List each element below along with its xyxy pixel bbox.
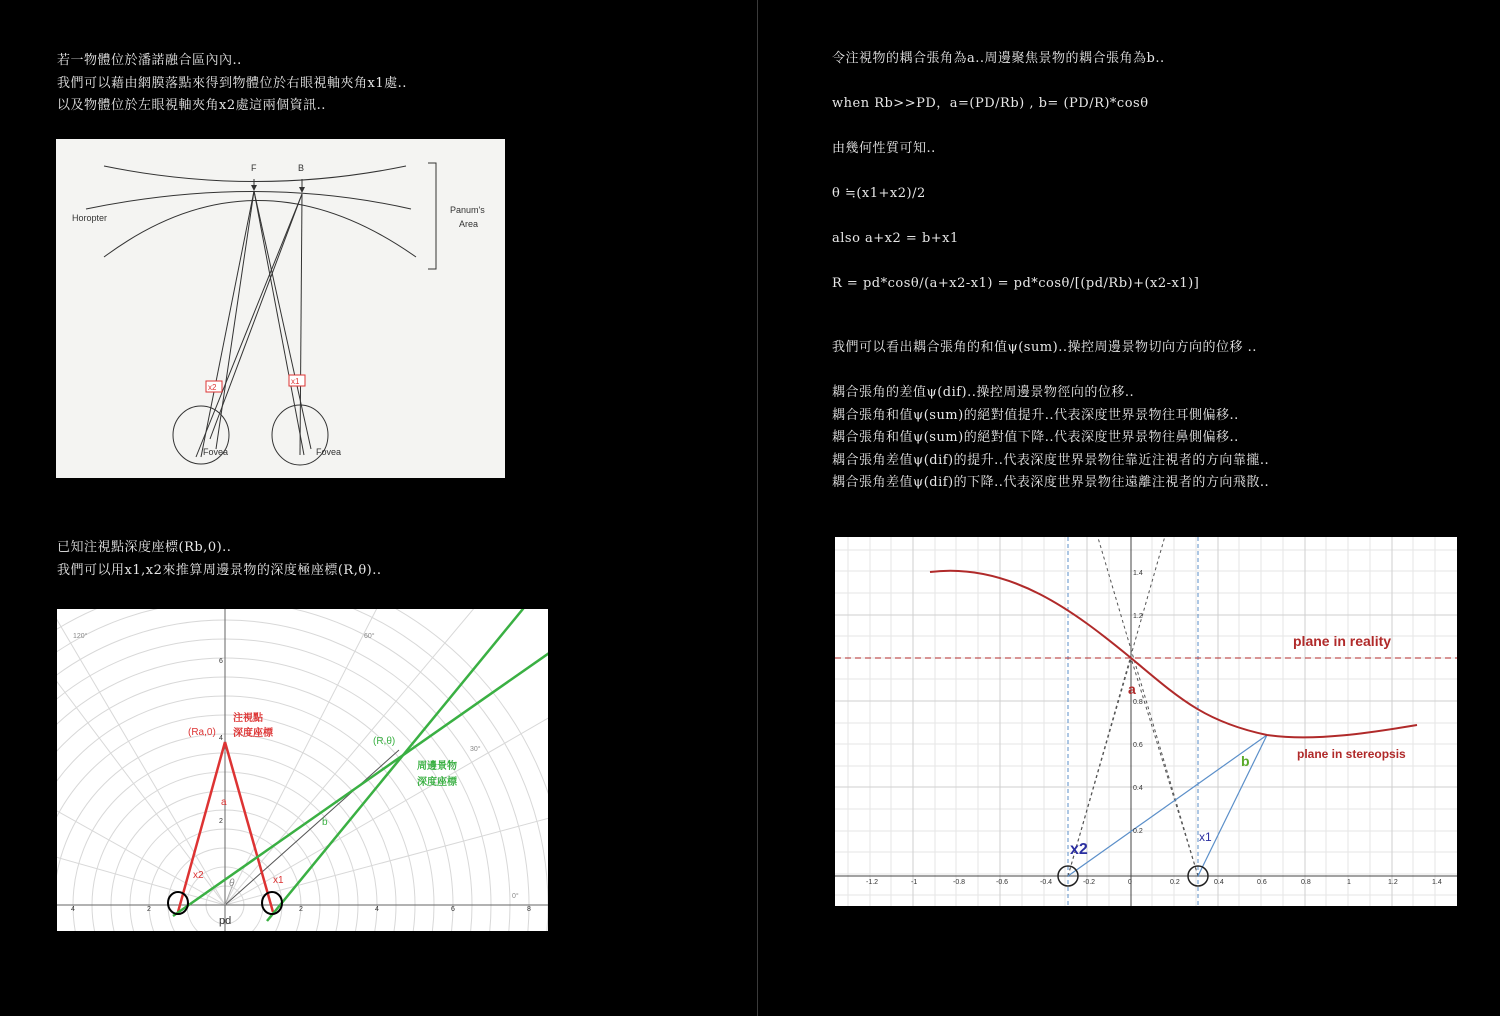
label-theta: θ — [229, 878, 235, 889]
label-panum: Panum's — [450, 205, 485, 215]
angle-60: 60° — [364, 633, 375, 640]
label-x1: x1 — [1199, 830, 1212, 844]
x-tick: 2 — [147, 906, 151, 913]
angle-0: 0° — [512, 893, 519, 900]
label-x1: x1 — [291, 377, 300, 386]
right-bottom-text — [832, 382, 1269, 495]
text-line: 令注視物的耦合張角為a..周邊聚焦景物的耦合張角為b.. — [832, 51, 1165, 66]
x-tick: 8 — [527, 906, 531, 913]
label-horopter: Horopter — [72, 213, 108, 223]
panum-area-figure — [56, 139, 505, 478]
page-divider — [757, 0, 758, 1016]
label-plane-stereopsis: plane in stereopsis — [1297, 747, 1406, 761]
x-tick: -1.2 — [866, 879, 879, 886]
left-middle-text — [57, 537, 382, 582]
x-tick: -1 — [911, 879, 918, 886]
text-line: when Rb>>PD，a=(PD/Rb) , b= (PD/R)*cosθ — [832, 96, 1149, 111]
right-sum-text — [832, 337, 1257, 360]
text-line: 已知注視點深度座標(Rb,0).. — [57, 540, 232, 555]
y-tick-4: 4 — [219, 735, 223, 742]
x-tick: 0 — [1128, 879, 1132, 886]
x-tick: 1.2 — [1388, 879, 1398, 886]
text-line: 我們可以用x1,x2來推算周邊景物的深度極座標(R,θ).. — [57, 562, 382, 578]
label-pd: pd — [219, 915, 232, 927]
y-tick: 0.6 — [1133, 742, 1143, 749]
x-tick: 1.4 — [1432, 879, 1442, 886]
stereopsis-plane-figure — [835, 537, 1457, 906]
label-panum-area: Area — [459, 219, 479, 229]
angle-30: 30° — [470, 746, 481, 753]
x-tick: 0.4 — [1214, 879, 1224, 886]
label-f: F — [251, 163, 257, 173]
y-tick: 1.2 — [1133, 613, 1143, 620]
label-a: a — [221, 797, 227, 808]
x-tick: -0.2 — [1083, 879, 1096, 886]
left-intro-text — [57, 50, 407, 118]
label-x2: x2 — [193, 870, 204, 881]
label-b: b — [322, 817, 328, 828]
label-r-theta: (R,θ) — [373, 736, 396, 747]
label-fovea-left: Fovea — [203, 447, 229, 457]
text-line: θ ≒(x1+x2)/2 — [832, 186, 926, 201]
label-fixation-2: 深度座標 — [233, 728, 273, 739]
y-tick: 1.4 — [1133, 570, 1143, 577]
x-tick: -0.6 — [996, 879, 1009, 886]
text-line: 我們可以看出耦合張角的和值ψ(sum)..操控周邊景物切向方向的位移 .. — [832, 340, 1257, 355]
label-peripheral-2: 深度座標 — [417, 777, 457, 788]
text-line: 以及物體位於左眼視軸夾角x2處這兩個資訊.. — [57, 98, 326, 113]
label-ra0: (Ra,0) — [188, 727, 216, 738]
polar-coordinate-figure — [57, 609, 548, 931]
x-tick: 6 — [451, 906, 455, 913]
label-x1: x1 — [273, 875, 284, 886]
x-tick: 4 — [71, 906, 75, 913]
label-b: B — [298, 163, 305, 173]
text-line: also a+x2 = b+x1 — [832, 231, 959, 246]
x-tick: -0.4 — [1040, 879, 1053, 886]
y-tick: 0.2 — [1133, 828, 1143, 835]
x-tick: 4 — [375, 906, 379, 913]
x-tick: 0.8 — [1301, 879, 1311, 886]
text-line: 若一物體位於潘諾融合區內內.. — [57, 53, 242, 68]
x-tick: 2 — [299, 906, 303, 913]
right-text — [832, 48, 1199, 296]
text-line: 耦合張角差值ψ(dif)的下降..代表深度世界景物往遠離注視者的方向飛散.. — [832, 475, 1270, 490]
x-tick: 0.6 — [1257, 879, 1267, 886]
x-tick: -0.8 — [953, 879, 966, 886]
text-line: 耦合張角差值ψ(dif)的提升..代表深度世界景物往靠近注視者的方向靠攏.. — [832, 452, 1270, 468]
label-fixation-1: 注視點 — [233, 713, 263, 724]
label-peripheral-1: 周邊景物 — [417, 761, 457, 772]
y-tick: 0.8 — [1133, 699, 1143, 706]
text-line: R = pd*cosθ/(a+x2-x1) = pd*cosθ/[(pd/Rb)+(x2-x1)] — [832, 276, 1200, 291]
text-line: 由幾何性質可知.. — [832, 141, 936, 156]
label-a: a — [1128, 681, 1136, 697]
x-tick: 0.2 — [1170, 879, 1180, 886]
x-tick: 1 — [1347, 879, 1351, 886]
text-line: 耦合張角和值ψ(sum)的絕對值下降..代表深度世界景物往鼻側偏移.. — [832, 430, 1239, 445]
y-tick-6: 6 — [219, 658, 223, 665]
y-tick: 0.4 — [1133, 785, 1143, 792]
text-line: 耦合張角的差值ψ(dif)..操控周邊景物徑向的位移.. — [832, 385, 1135, 400]
label-x2: x2 — [1070, 841, 1088, 858]
angle-120: 120° — [73, 633, 88, 640]
text-line: 我們可以藉由網膜落點來得到物體位於右眼視軸夾角x1處.. — [57, 75, 407, 91]
y-tick-2: 2 — [219, 818, 223, 825]
label-fovea-right: Fovea — [316, 447, 342, 457]
text-line: 耦合張角和值ψ(sum)的絕對值提升..代表深度世界景物往耳側偏移.. — [832, 407, 1239, 423]
label-b: b — [1241, 753, 1250, 769]
label-plane-reality: plane in reality — [1293, 633, 1392, 649]
label-x2: x2 — [208, 383, 217, 392]
